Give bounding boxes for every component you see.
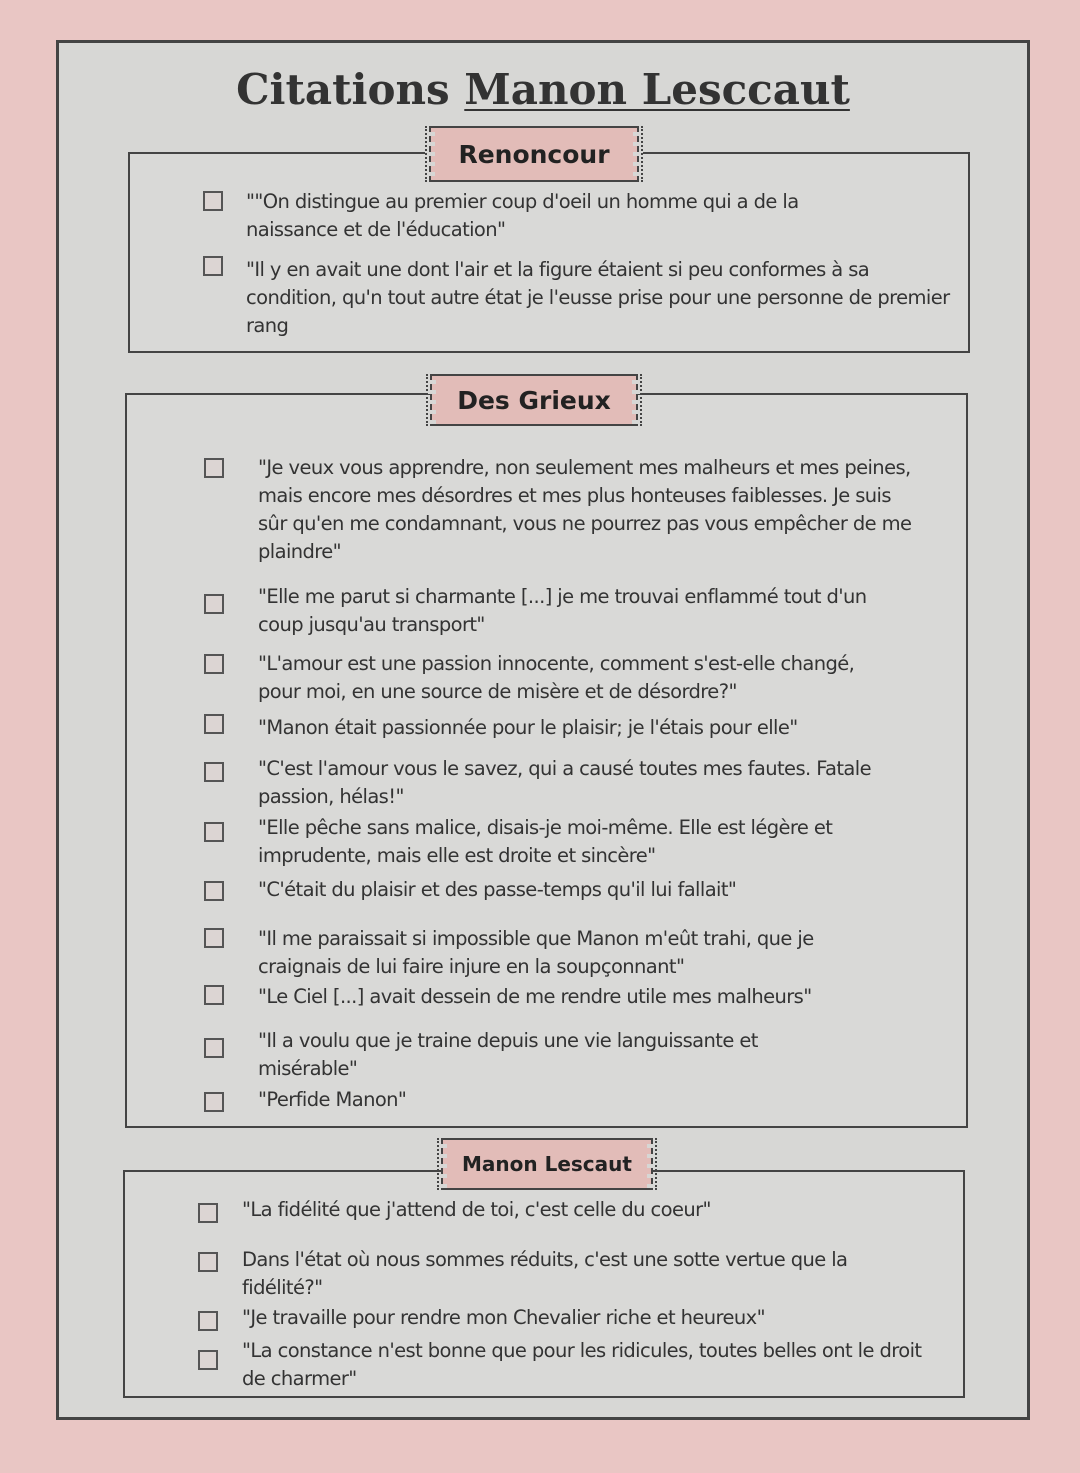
checkbox[interactable] — [204, 822, 224, 842]
quote-item: "L'amour est une passion innocente, comment s'est-elle changé, pour moi, en une source de misère et de désordre?" — [258, 652, 855, 703]
quote-item: "Il a voulu que je traine depuis une vie languissante et misérable" — [258, 1029, 758, 1080]
checkbox[interactable] — [204, 1092, 224, 1112]
section-label-renoncour: Renoncour — [429, 126, 639, 182]
quote-item: "Manon était passionnée pour le plaisir; je l'étais pour elle" — [258, 716, 798, 739]
checkbox[interactable] — [204, 458, 224, 478]
quote-item: "Le Ciel [...] avait dessein de me rendre utile mes malheurs" — [258, 985, 812, 1008]
quote-item: "Je veux vous apprendre, non seulement mes malheurs et mes peines, mais encore mes désordres et mes plus honteuses faiblesses. Je suis sûr qu'en me condamnant, vous ne pourrez pas vous empêcher de me plaindre" — [258, 456, 912, 563]
checkbox[interactable] — [198, 1311, 218, 1331]
quote-item: ""On distingue au premier coup d'oeil un homme qui a de la naissance et de l'éducation" — [246, 190, 799, 241]
checkbox[interactable] — [204, 985, 224, 1005]
checkbox[interactable] — [203, 191, 223, 211]
section-label-manon-lescaut: Manon Lescaut — [441, 1138, 653, 1190]
checkbox[interactable] — [204, 654, 224, 674]
title-prefix: Citations — [236, 65, 450, 114]
checkbox[interactable] — [204, 1038, 224, 1058]
quote-item: "Perfide Manon" — [258, 1088, 407, 1111]
quote-item: "C'était du plaisir et des passe-temps qu'il lui fallait" — [258, 878, 737, 901]
quote-item: "Elle pêche sans malice, disais-je moi-même. Elle est légère et imprudente, mais elle est droite et sincère" — [258, 816, 833, 867]
checkbox[interactable] — [204, 928, 224, 948]
quote-item: "Je travaille pour rendre mon Chevalier riche et heureux" — [242, 1306, 765, 1329]
checkbox[interactable] — [198, 1203, 218, 1223]
quote-item: Dans l'état où nous sommes réduits, c'est une sotte vertue que la fidélité?" — [242, 1248, 848, 1299]
checkbox[interactable] — [198, 1350, 218, 1370]
checkbox[interactable] — [204, 714, 224, 734]
quote-item: "La constance n'est bonne que pour les ridicules, toutes belles ont le droit de charmer" — [242, 1339, 922, 1390]
quote-item: "Il me paraissait si impossible que Manon m'eût trahi, que je craignais de lui faire injure en la soupçonnant" — [258, 927, 814, 978]
checkbox[interactable] — [204, 594, 224, 614]
section-label-des-grieux: Des Grieux — [430, 374, 638, 426]
title-underlined: Manon Lesccaut — [464, 65, 850, 114]
checkbox[interactable] — [204, 762, 224, 782]
page-title — [59, 65, 1027, 114]
checkbox[interactable] — [198, 1252, 218, 1272]
quote-item: "La fidélité que j'attend de toi, c'est celle du coeur" — [242, 1198, 711, 1221]
checkbox[interactable] — [204, 881, 224, 901]
checkbox[interactable] — [203, 256, 223, 276]
quote-item: "Il y en avait une dont l'air et la figure étaient si peu conformes à sa condition, qu'n tout autre état je l'eusse prise pour une personne de premier rang — [246, 258, 950, 337]
quote-item: "C'est l'amour vous le savez, qui a causé toutes mes fautes. Fatale passion, hélas!" — [258, 757, 871, 808]
quote-item: "Elle me parut si charmante [...] je me trouvai enflammé tout d'un coup jusqu'au transport" — [258, 585, 867, 636]
